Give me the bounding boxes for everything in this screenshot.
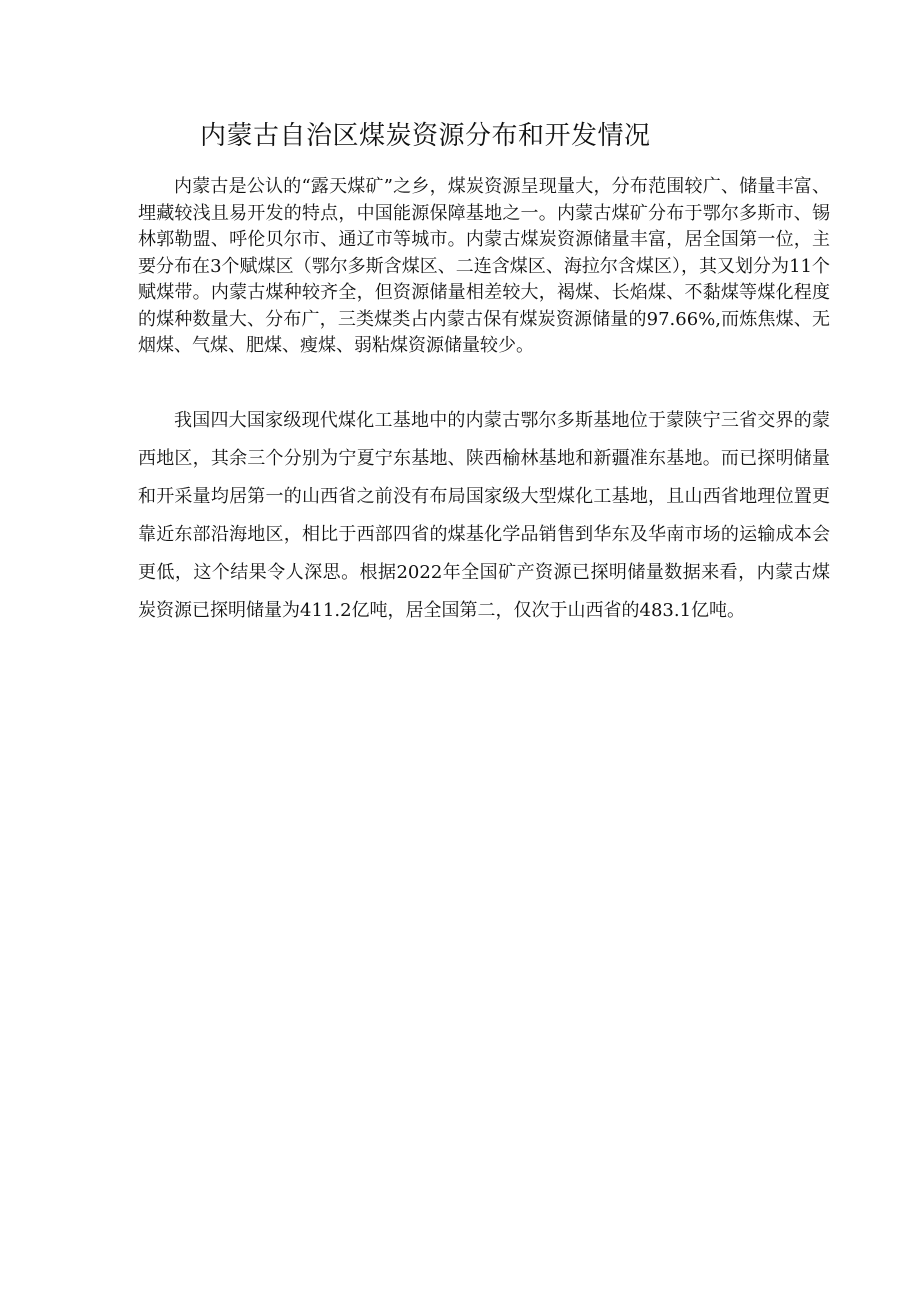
paragraph-coal-distribution: 内蒙古是公认的“露天煤矿”之乡，煤炭资源呈现量大，分布范围较广、储量丰富、埋藏较浅且易开发的特点，中国能源保障基地之一。内蒙古煤矿分布于鄂尔多斯市、锡林郭勒盟、呼伦贝尔市、通辽市等城市。内蒙古煤炭资源储量丰富，居全国第一位，主要分布在3个赋煤区（鄂尔多斯含煤区、二连含煤区、海拉尔含煤区），其又划分为11个赋煤带。内蒙古煤种较齐全，但资源储量相差较大，褐煤、长焰煤、不黏煤等煤化程度的煤种数量大、分布广，三类煤类占内蒙古保有煤炭资源储量的97.66%,而炼焦煤、无烟煤、气煤、肥煤、瘦煤、弱粘煤资源储量较少。: [138, 176, 830, 356]
document-title: 内蒙古自治区煤炭资源分布和开发情况: [200, 121, 651, 151]
paragraph-coal-chemical-bases: 我国四大国家级现代煤化工基地中的内蒙古鄂尔多斯基地位于蒙陕宁三省交界的蒙西地区，其余三个分别为宁夏宁东基地、陕西榆林基地和新疆准东基地。而已探明储量和开采量均居第一的山西省之前没有布局国家级大型煤化工基地，且山西省地理位置更靠近东部沿海地区，相比于西部四省的煤基化学品销售到华东及华南市场的运输成本会更低，这个结果令人深思。根据2022年全国矿产资源已探明储量数据来看，内蒙古煤炭资源已探明储量为411.2亿吨，居全国第二，仅次于山西省的483.1亿吨。: [138, 410, 830, 621]
